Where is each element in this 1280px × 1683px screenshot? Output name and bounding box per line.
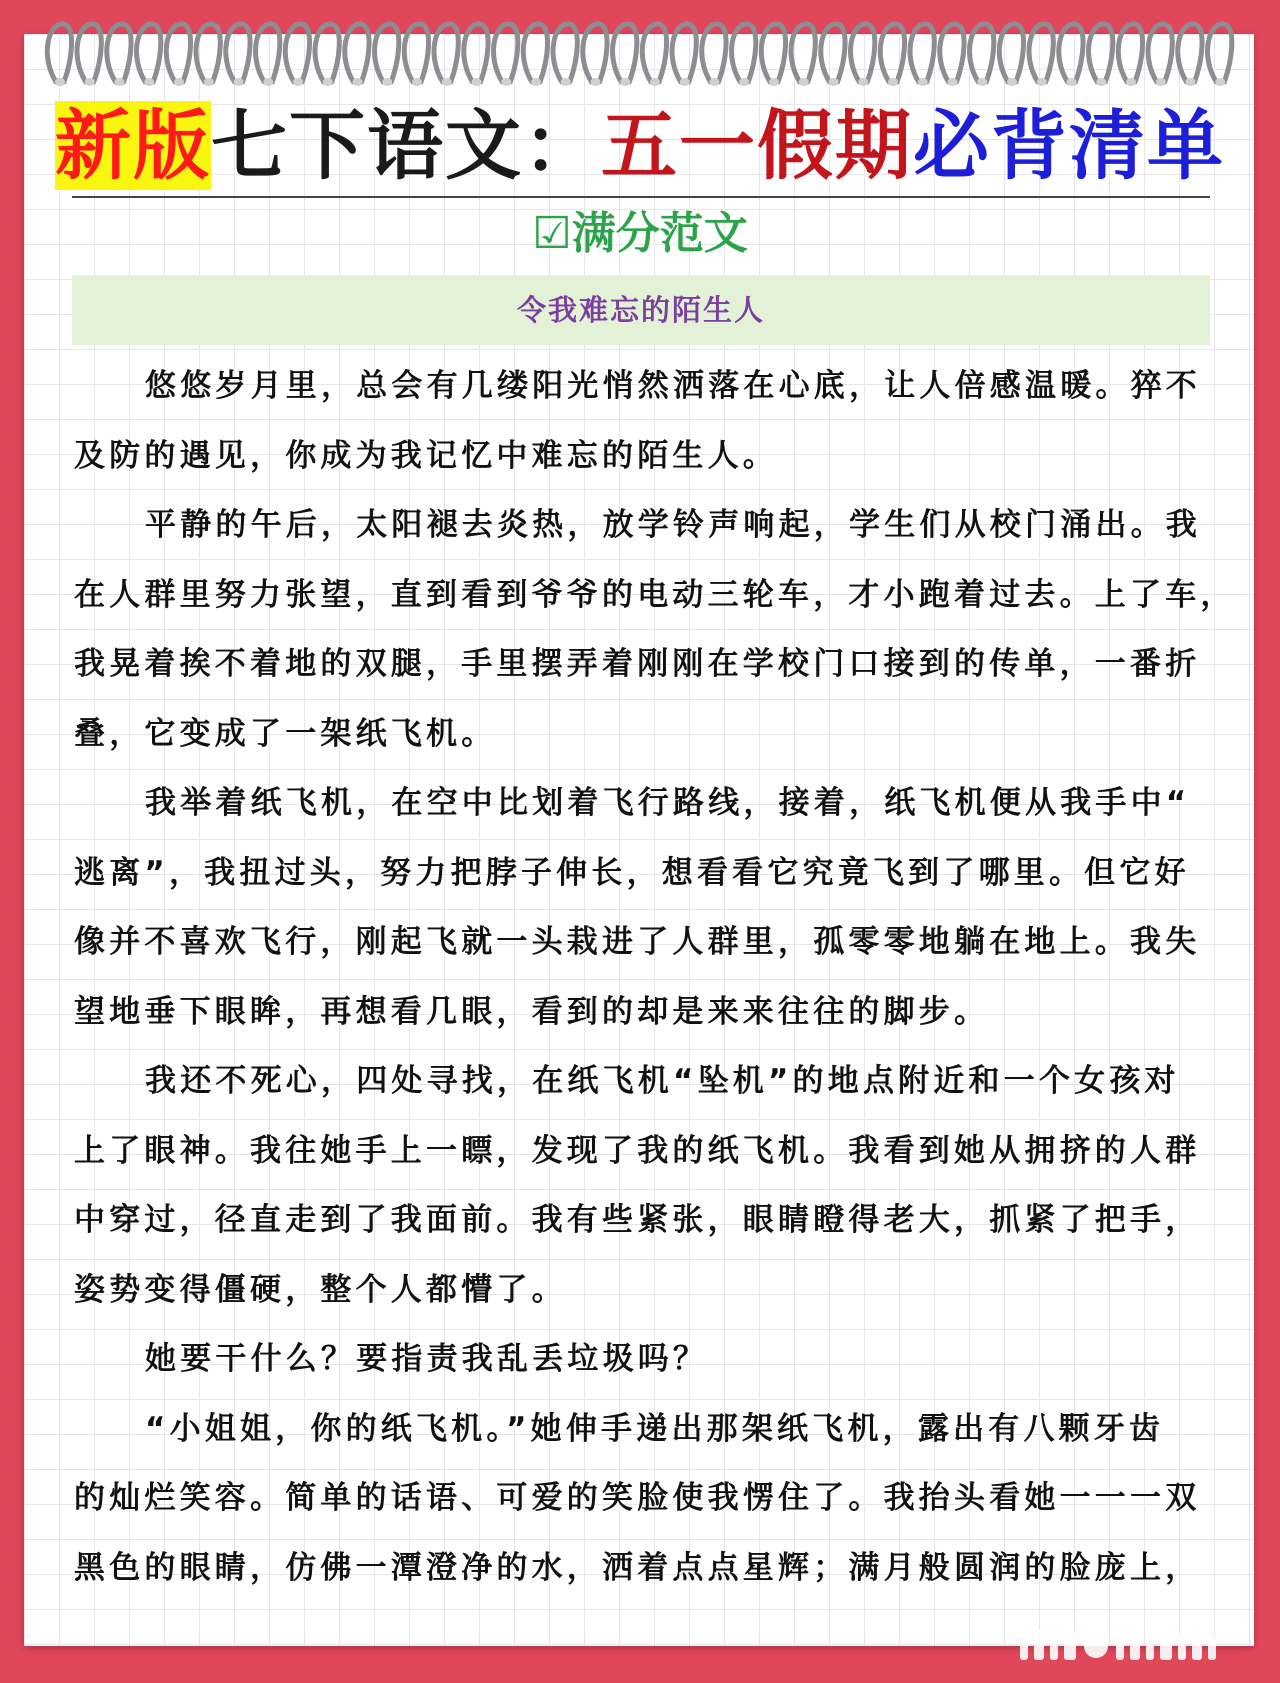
binding-hole	[1037, 78, 1047, 86]
binding-coil	[1208, 24, 1232, 82]
section-heading	[0, 204, 1280, 264]
binding-hole	[888, 78, 898, 86]
binding-hole	[263, 78, 273, 86]
page-title	[0, 96, 1280, 196]
binding-hole	[650, 78, 660, 86]
binding-hole	[204, 78, 214, 86]
title-checklist: 必背清单	[913, 101, 1225, 190]
binding-hole	[1215, 78, 1225, 86]
watermark-logo	[1010, 1622, 1260, 1672]
binding-coil	[226, 24, 250, 82]
binding-hole	[293, 78, 303, 86]
title-highlight: 新版	[55, 101, 211, 190]
binding-coil	[77, 24, 101, 82]
essay-line: 平静的午后，太阳褪去炎热，放学铃声响起，学生们从校门涌出。我	[145, 507, 1201, 543]
binding-coil	[851, 24, 875, 82]
binding-coil	[494, 24, 518, 82]
binding-coil	[1118, 24, 1142, 82]
essay-line: 我还不死心，四处寻找，在纸飞机“坠机”的地点附近和一个女孩对	[145, 1063, 1180, 1099]
binding-coil	[166, 24, 190, 82]
binding-coil	[940, 24, 964, 82]
binding-hole	[442, 78, 452, 86]
essay-line: 她要干什么？要指责我乱丢垃圾吗？	[145, 1341, 709, 1377]
binding-coil	[999, 24, 1023, 82]
binding-hole	[948, 78, 958, 86]
binding-coil	[137, 24, 161, 82]
binding-hole	[323, 78, 333, 86]
binding-hole	[501, 78, 511, 86]
binding-coil	[553, 24, 577, 82]
binding-coil	[345, 24, 369, 82]
binding-hole	[829, 78, 839, 86]
essay-line: 我举着纸飞机，在空中比划着飞行路线，接着，纸飞机便从我手中“	[145, 785, 1191, 821]
binding-coil	[285, 24, 309, 82]
binding-coil	[791, 24, 815, 82]
binding-hole	[1096, 78, 1106, 86]
binding-hole	[591, 78, 601, 86]
binding-coil	[672, 24, 696, 82]
binding-hole	[1126, 78, 1136, 86]
binding-hole	[1156, 78, 1166, 86]
checkbox-icon: ☑	[532, 208, 572, 259]
binding-coil	[702, 24, 726, 82]
binding-hole	[85, 78, 95, 86]
binding-coil	[523, 24, 547, 82]
binding-coil	[732, 24, 756, 82]
essay-line: 姿势变得僵硬，整个人都懵了。	[74, 1271, 567, 1308]
binding-coil	[196, 24, 220, 82]
binding-hole	[55, 78, 65, 86]
title-subject: 七下语文：	[211, 101, 601, 190]
binding-hole	[680, 78, 690, 86]
binding-coil	[256, 24, 280, 82]
binding-coil	[1178, 24, 1202, 82]
binding-coil	[375, 24, 399, 82]
binding-coil	[880, 24, 904, 82]
essay-line: 悠悠岁月里，总会有几缕阳光悄然洒落在心底，让人倍感温暖。猝不	[145, 368, 1201, 404]
essay-line: 及防的遇见，你成为我记忆中难忘的陌生人。	[74, 437, 778, 474]
binding-coil	[1059, 24, 1083, 82]
binding-coil	[1029, 24, 1053, 82]
binding-coil	[404, 24, 428, 82]
binding-hole	[918, 78, 928, 86]
binding-hole	[1067, 78, 1077, 86]
binding-hole	[739, 78, 749, 86]
binding-hole	[234, 78, 244, 86]
section-label: 满分范文	[571, 208, 748, 259]
binding-hole	[1007, 78, 1017, 86]
binding-hole	[412, 78, 422, 86]
binding-hole	[1186, 78, 1196, 86]
essay-line: 我晃着挨不着地的双腿，手里摆弄着刚刚在学校门口接到的传单，一番折	[74, 646, 1201, 682]
binding-hole	[858, 78, 868, 86]
binding-hole	[620, 78, 630, 86]
essay-line: 的灿烂笑容。简单的话语、可爱的笑脸使我愣住了。我抬头看她一一一双	[74, 1480, 1201, 1516]
binding-coil	[970, 24, 994, 82]
binding-coil	[1089, 24, 1113, 82]
binding-hole	[710, 78, 720, 86]
binding-hole	[353, 78, 363, 86]
essay-line: 中穿过，径直走到了我面前。我有些紧张，眼睛瞪得老大，抓紧了把手，	[74, 1202, 1201, 1238]
binding-hole	[382, 78, 392, 86]
title-divider	[72, 196, 1210, 198]
binding-hole	[144, 78, 154, 86]
essay-title: 令我难忘的陌生人	[72, 275, 1210, 345]
spiral-binding	[40, 12, 1240, 92]
binding-hole	[472, 78, 482, 86]
binding-coil	[761, 24, 785, 82]
binding-hole	[977, 78, 987, 86]
binding-coil	[47, 24, 71, 82]
binding-hole	[561, 78, 571, 86]
essay-line: 在人群里努力张望，直到看到爷爷的电动三轮车，才小跑着过去。上了车，	[74, 576, 1236, 613]
essay-line: 叠，它变成了一架纸飞机。	[74, 715, 497, 752]
binding-coil	[1148, 24, 1172, 82]
watermark-icon	[1010, 1622, 1260, 1672]
binding-coil	[315, 24, 339, 82]
essay-line: 逃离”，我扭过头，努力把脖子伸长，想看看它究竟飞到了哪里。但它好	[74, 854, 1190, 891]
binding-hole	[799, 78, 809, 86]
binding-coil	[107, 24, 131, 82]
essay-line: 望地垂下眼眸，再想看几眼，看到的却是来来往往的脚步。	[74, 993, 990, 1030]
essay-line: “小姐姐，你的纸飞机。”她伸手递出那架纸飞机，露出有八颗牙齿	[145, 1410, 1165, 1447]
essay-line: 像并不喜欢飞行，刚起飞就一头栽进了人群里，孤零零地躺在地上。我失	[74, 924, 1201, 960]
binding-coil	[464, 24, 488, 82]
binding-coil	[910, 24, 934, 82]
binding-hole	[769, 78, 779, 86]
binding-hole	[531, 78, 541, 86]
essay-line: 黑色的眼睛，仿佛一潭澄净的水，洒着点点星辉；满月般圆润的脸庞上，	[74, 1549, 1201, 1586]
essay-line: 上了眼神。我往她手上一瞟，发现了我的纸飞机。我看到她从拥挤的人群	[74, 1132, 1201, 1169]
binding-hole	[115, 78, 125, 86]
binding-coil	[821, 24, 845, 82]
title-holiday: 五一假期	[601, 101, 913, 190]
binding-coil	[434, 24, 458, 82]
binding-coil	[642, 24, 666, 82]
binding-coil	[613, 24, 637, 82]
binding-coil	[583, 24, 607, 82]
binding-hole	[174, 78, 184, 86]
essay-body	[74, 352, 1236, 1603]
